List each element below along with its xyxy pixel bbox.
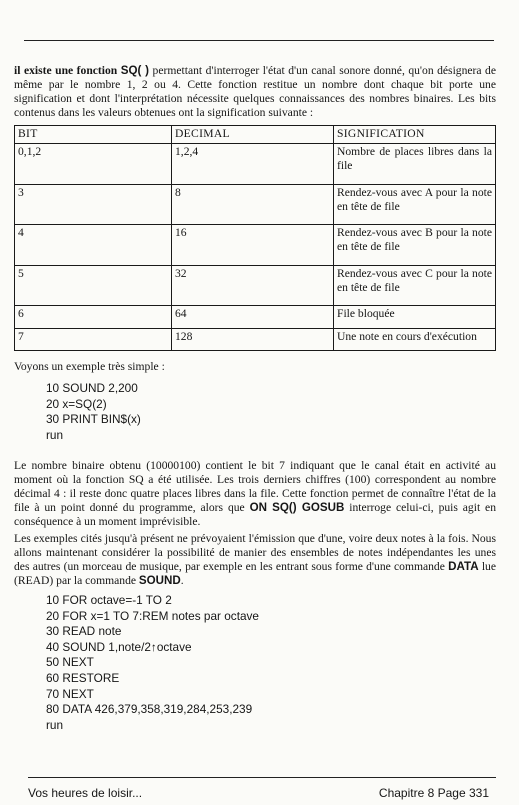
meaning-cell: Rendez-vous avec C pour la note en tête de file [334,265,496,306]
intro-paragraph [14,64,496,120]
bit-cell: 5 [15,265,172,306]
sq-function-name: SQ( ) [120,64,150,77]
notes-text-mid: lue (READ) par la commande [14,560,496,587]
decimal-cell: 8 [172,184,334,225]
notes-paragraph [14,532,496,588]
meaning-cell: Une note en cours d'exécution [334,328,496,350]
decimal-cell: 1,2,4 [172,144,334,185]
bit-cell: 6 [15,306,172,328]
bit-cell: 7 [15,328,172,350]
intro-lead: il existe une fonction [14,64,121,77]
code-line: 60 RESTORE [46,670,120,685]
on-sq-gosub-keyword: ON SQ() GOSUB [249,501,345,514]
bit-cell: 0,1,2 [15,144,172,185]
table-row [15,225,496,266]
notes-text: Les exemples cités jusqu'à présent ne prévoyaient l'émission que d'une, voire deux notes à la fois. Nous allons maintenant considérer la possibilité de manier des ensembles de notes indépendantes les unes des autres (un morceau de musique, par exemple en les entrant sous forme d'une commande [14,532,496,573]
code-line: 70 NEXT [46,686,94,701]
decimal-cell: 64 [172,306,334,328]
decimal-cell: 128 [172,328,334,350]
code-line: 20 FOR x=1 TO 7:REM notes par octave [46,608,259,623]
code-line: 20 x=SQ(2) [46,396,107,411]
explanation-text: Le nombre binaire obtenu (10000100) contient le bit 7 indiquant que le canal était en activité au moment où la fonction SQ a été utilisée. Les trois derniers chiffres (100) correspondent au nombre décimal 4 : il reste donc quatre places libres dans la file. Cette fonction permet de connaître l'état de la file à un point donné du programme, alors que [14,459,496,514]
bit-cell: 3 [15,184,172,225]
explanation-text-end: interroge celui-ci, puis agit en conséquence à un moment imprévisible. [14,501,496,528]
footer-book-title: Vos heures de loisir... [28,786,143,800]
explanation-paragraph [14,459,496,529]
decimal-cell: 16 [172,225,334,266]
footer-rule [28,777,496,778]
bit-cell: 4 [15,225,172,266]
code-line: 80 DATA 426,379,358,319,284,253,239 [46,702,253,717]
code-line: 30 READ note [46,624,122,639]
example-intro: Voyons un exemple très simple : [14,360,165,373]
code-line: run [46,717,64,732]
top-rule [24,40,494,41]
footer-page-number: Chapitre 8 Page 331 [378,786,489,800]
table-row [15,144,496,185]
code-line: run [46,427,64,442]
code-line: 10 FOR octave=-1 TO 2 [46,593,172,607]
table-row [15,184,496,225]
decimal-cell: 32 [172,265,334,306]
header-decimal: DECIMAL [172,126,334,144]
data-keyword: DATA [448,560,479,573]
bit-table [14,125,496,351]
meaning-cell: Rendez-vous avec B pour la note en tête de file [334,225,496,266]
code-listing-2 [46,593,259,733]
table-row [15,265,496,306]
header-signification: SIGNIFICATION [334,126,496,144]
intro-body: permettant d'interroger l'état d'un canal sonore donné, qu'on désignera de même par le nombre 1, 2 ou 4. Cette fonction restitue un nombre dont chaque bit porte une signification et dont l'interprétation nécessite quelques connaissances des nombres binaires. Les bits contenus dans les valeurs obtenues ont la signification suivante : [14,64,496,119]
header-bit: BIT [15,126,172,144]
table-row [15,328,496,350]
code-listing-1 [46,381,141,443]
code-line: 40 SOUND 1,note/2↑octave [46,639,192,654]
table-row [15,306,496,328]
code-line: 30 PRINT BIN$(x) [46,412,141,427]
meaning-cell: Nombre de places libres dans la file [334,144,496,185]
code-line: 50 NEXT [46,655,94,670]
sound-keyword: SOUND [138,574,181,587]
table-header-row [15,126,496,144]
code-line: 10 SOUND 2,200 [46,381,138,395]
meaning-cell: File bloquée [334,306,496,328]
meaning-cell: Rendez-vous avec A pour la note en tête de file [334,184,496,225]
notes-text-end: . [180,574,184,587]
